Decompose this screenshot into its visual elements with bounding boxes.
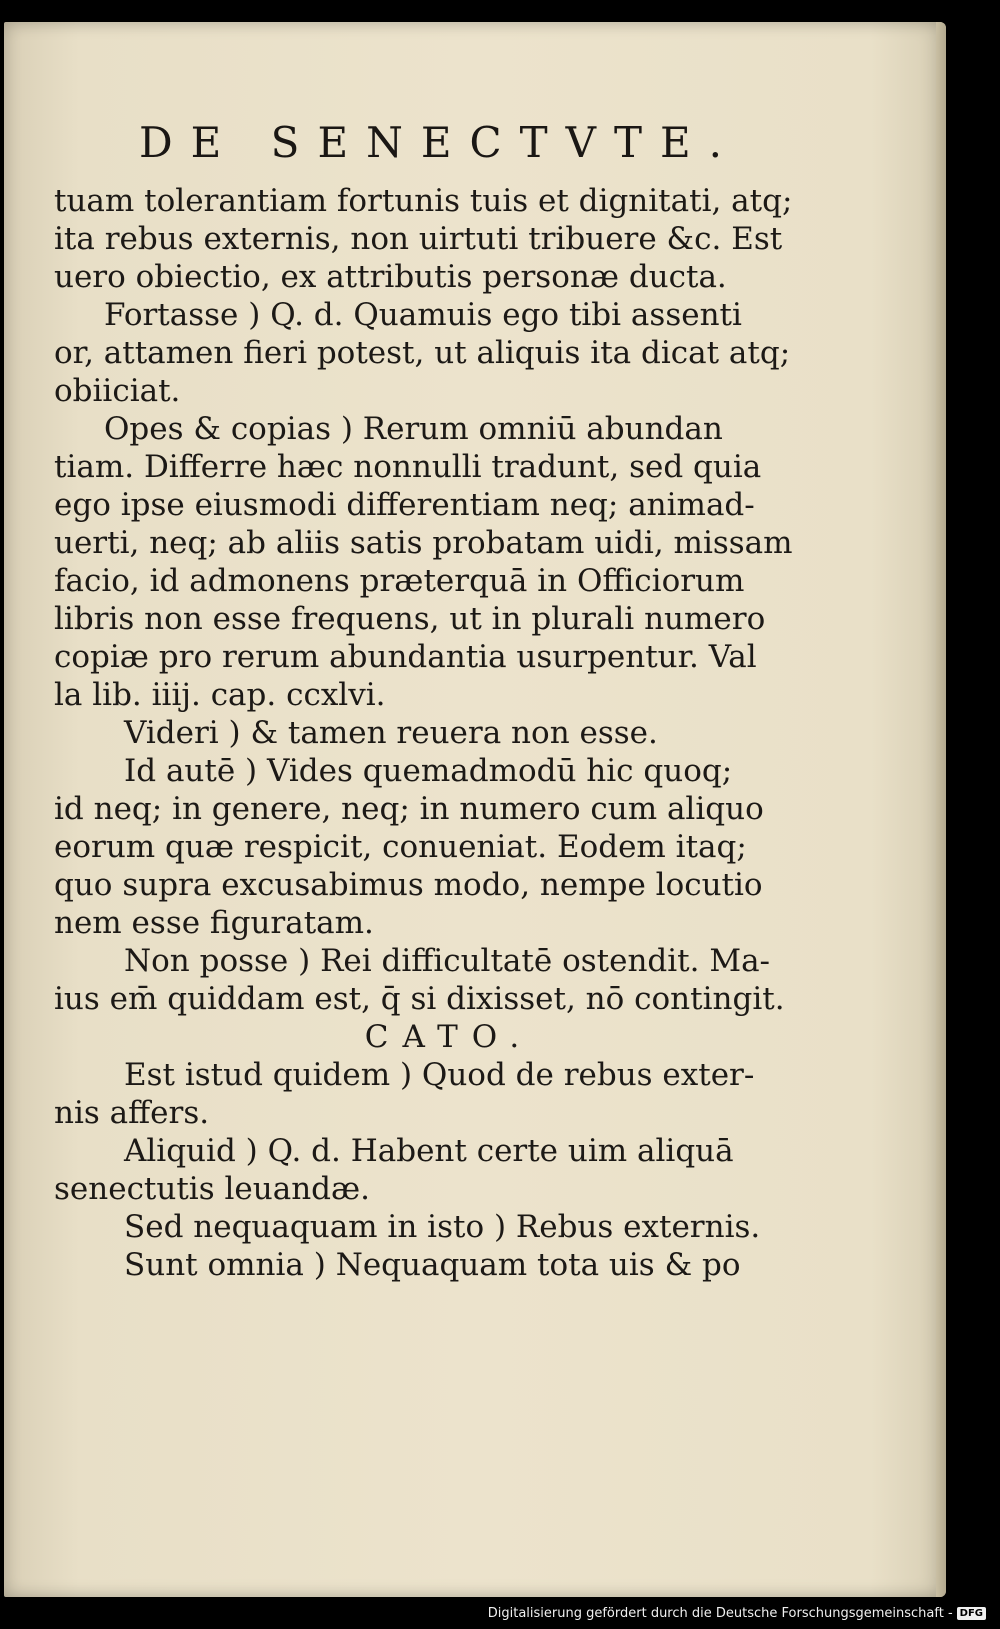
text-line: ita rebus externis, non uirtuti tribuere &c. Est: [54, 221, 783, 257]
book-page: [4, 22, 946, 1597]
text-line: Fortasse ) Q. d. Quamuis ego tibi assenti: [104, 297, 742, 333]
footer-text: Digitalisierung gefördert durch die Deutsche Forschungsgemeinschaft -: [487, 1606, 953, 1621]
text-line: libris non esse frequens, ut in plurali numero: [54, 601, 766, 637]
text-line: eorum quæ respicit, conueniat. Eodem itaq;: [54, 829, 747, 865]
text-line: facio, id admonens præterquā in Officiorum: [54, 563, 745, 599]
text-line: Videri ) & tamen reuera non esse.: [124, 715, 658, 751]
text-line: ius em̄ quiddam est, q̄ si dixisset, nō contingit.: [54, 981, 785, 1017]
running-head: DE SENECTVTE.: [139, 118, 741, 167]
text-line: Id autē ) Vides quemadmodū hic quoq;: [124, 753, 733, 789]
text-line: Opes & copias ) Rerum omniū abundan: [104, 411, 723, 447]
text-line: copiæ pro rerum abundantia usurpentur. Val: [54, 639, 757, 675]
text-line: uero obiectio, ex attributis personæ ducta.: [54, 259, 727, 295]
section-heading: CATO.: [364, 1019, 534, 1055]
text-line: Sunt omnia ) Nequaquam tota uis & po: [124, 1247, 741, 1283]
text-line: id neq; in genere, neq; in numero cum aliquo: [54, 791, 764, 827]
text-line: Est istud quidem ) Quod de rebus exter-: [124, 1057, 755, 1093]
text-line: Aliquid ) Q. d. Habent certe uim aliquā: [124, 1133, 734, 1169]
text-line: obiiciat.: [54, 373, 181, 409]
text-line: quo supra excusabimus modo, nempe locutio: [54, 867, 763, 903]
digitization-footer: [488, 1606, 986, 1621]
dfg-logo: DFG: [957, 1607, 986, 1620]
page-edge: [936, 22, 946, 1597]
text-line: tiam. Differre hæc nonnulli tradunt, sed quia: [54, 449, 762, 485]
text-line: or, attamen fieri potest, ut aliquis ita dicat atq;: [54, 335, 791, 371]
text-line: Sed nequaquam in isto ) Rebus externis.: [124, 1209, 761, 1245]
body-text: [54, 182, 814, 1284]
text-line: nem esse figuratam.: [54, 905, 374, 941]
text-line: nis affers.: [54, 1095, 210, 1131]
text-line: Non posse ) Rei difficultatē ostendit. Ma-: [124, 943, 771, 979]
text-line: tuam tolerantiam fortunis tuis et dignitati, atq;: [54, 183, 793, 219]
text-line: senectutis leuandæ.: [54, 1171, 370, 1207]
text-line: ego ipse eiusmodi differentiam neq; animad-: [54, 487, 755, 523]
text-line: la lib. iiij. cap. ccxlvi.: [54, 677, 386, 713]
text-line: uerti, neq; ab aliis satis probatam uidi, missam: [54, 525, 793, 561]
